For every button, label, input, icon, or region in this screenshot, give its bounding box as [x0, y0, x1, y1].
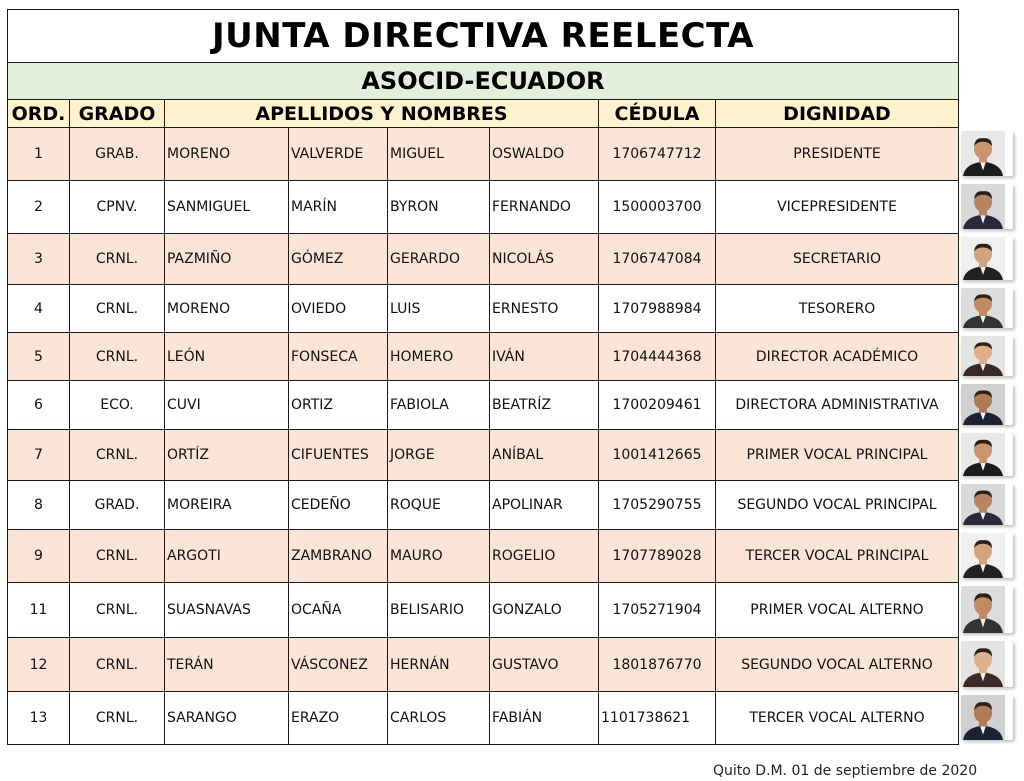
cell-grado: CRNL. [70, 583, 165, 638]
cell-dignidad: PRESIDENTE [716, 128, 959, 181]
cell-apellido-paterno: CUVI [165, 381, 289, 430]
portrait-photo [961, 695, 1013, 740]
cell-primer-nombre: MAURO [388, 530, 490, 583]
cell-apellido-paterno: ARGOTI [165, 530, 289, 583]
cell-dignidad: TESORERO [716, 285, 959, 333]
cell-segundo-nombre: BEATRÍZ [490, 381, 599, 430]
cell-ord: 13 [8, 692, 70, 745]
cell-dignidad: PRIMER VOCAL PRINCIPAL [716, 430, 959, 481]
cell-primer-nombre: BELISARIO [388, 583, 490, 638]
cell-dignidad: SECRETARIO [716, 234, 959, 285]
cell-apellido-paterno: PAZMIÑO [165, 234, 289, 285]
table-row [8, 583, 959, 638]
portrait-photo [961, 336, 1013, 376]
cell-ord: 12 [8, 638, 70, 692]
portrait-column [959, 0, 1019, 781]
cell-ord: 3 [8, 234, 70, 285]
portrait-photo [961, 586, 1013, 633]
cell-ord: 9 [8, 530, 70, 583]
cell-apellido-materno: OVIEDO [289, 285, 388, 333]
cell-ord: 1 [8, 128, 70, 181]
board-table [7, 9, 959, 745]
cell-cedula: 1801876770 [599, 638, 716, 692]
table-row [8, 530, 959, 583]
header-ord: ORD. [8, 100, 70, 128]
page-title: JUNTA DIRECTIVA REELECTA [8, 10, 959, 63]
cell-ord: 6 [8, 381, 70, 430]
table-row [8, 430, 959, 481]
cell-cedula: 1700209461 [599, 381, 716, 430]
cell-cedula: 1704444368 [599, 333, 716, 381]
cell-grado: CRNL. [70, 333, 165, 381]
cell-segundo-nombre: APOLINAR [490, 481, 599, 530]
cell-cedula: 1705271904 [599, 583, 716, 638]
portrait-photo [961, 433, 1013, 476]
header-dignidad: DIGNIDAD [716, 100, 959, 128]
cell-dignidad: TERCER VOCAL PRINCIPAL [716, 530, 959, 583]
cell-primer-nombre: FABIOLA [388, 381, 490, 430]
cell-apellido-paterno: SARANGO [165, 692, 289, 745]
cell-segundo-nombre: ERNESTO [490, 285, 599, 333]
cell-grado: CRNL. [70, 285, 165, 333]
cell-apellido-materno: FONSECA [289, 333, 388, 381]
cell-grado: CRNL. [70, 234, 165, 285]
table-row [8, 285, 959, 333]
cell-dignidad: PRIMER VOCAL ALTERNO [716, 583, 959, 638]
cell-primer-nombre: JORGE [388, 430, 490, 481]
cell-apellido-paterno: LEÓN [165, 333, 289, 381]
cell-apellido-paterno: ORTÍZ [165, 430, 289, 481]
portrait-photo [961, 288, 1013, 328]
cell-primer-nombre: ROQUE [388, 481, 490, 530]
header-cedula: CÉDULA [599, 100, 716, 128]
cell-primer-nombre: HERNÁN [388, 638, 490, 692]
cell-segundo-nombre: NICOLÁS [490, 234, 599, 285]
cell-dignidad: SEGUNDO VOCAL ALTERNO [716, 638, 959, 692]
cell-cedula: 1101738621 [599, 692, 716, 745]
page-subtitle: ASOCID-ECUADOR [8, 63, 959, 100]
cell-grado: CRNL. [70, 692, 165, 745]
footer-date: Quito D.M. 01 de septiembre de 2020 [713, 763, 978, 779]
portrait-photo [961, 533, 1013, 578]
cell-ord: 4 [8, 285, 70, 333]
cell-segundo-nombre: IVÁN [490, 333, 599, 381]
cell-cedula: 1500003700 [599, 181, 716, 234]
cell-apellido-materno: VÁSCONEZ [289, 638, 388, 692]
cell-apellido-materno: ZAMBRANO [289, 530, 388, 583]
portrait-photo [961, 237, 1013, 280]
header-apellidos: APELLIDOS Y NOMBRES [165, 100, 599, 128]
cell-apellido-materno: CIFUENTES [289, 430, 388, 481]
cell-cedula: 1707789028 [599, 530, 716, 583]
cell-cedula: 1706747084 [599, 234, 716, 285]
cell-apellido-paterno: MORENO [165, 128, 289, 181]
cell-dignidad: SEGUNDO VOCAL PRINCIPAL [716, 481, 959, 530]
cell-ord: 11 [8, 583, 70, 638]
cell-dignidad: DIRECTORA ADMINISTRATIVA [716, 381, 959, 430]
cell-cedula: 1001412665 [599, 430, 716, 481]
cell-cedula: 1705290755 [599, 481, 716, 530]
cell-apellido-materno: GÓMEZ [289, 234, 388, 285]
cell-grado: CPNV. [70, 181, 165, 234]
cell-apellido-materno: OCAÑA [289, 583, 388, 638]
cell-segundo-nombre: GONZALO [490, 583, 599, 638]
table-row [8, 692, 959, 745]
cell-apellido-paterno: SUASNAVAS [165, 583, 289, 638]
cell-grado: GRAD. [70, 481, 165, 530]
cell-dignidad: TERCER VOCAL ALTERNO [716, 692, 959, 745]
cell-apellido-paterno: TERÁN [165, 638, 289, 692]
cell-ord: 8 [8, 481, 70, 530]
cell-primer-nombre: BYRON [388, 181, 490, 234]
cell-segundo-nombre: ROGELIO [490, 530, 599, 583]
cell-cedula: 1706747712 [599, 128, 716, 181]
cell-apellido-paterno: SANMIGUEL [165, 181, 289, 234]
cell-ord: 2 [8, 181, 70, 234]
cell-segundo-nombre: FABIÁN [490, 692, 599, 745]
cell-segundo-nombre: FERNANDO [490, 181, 599, 234]
cell-segundo-nombre: GUSTAVO [490, 638, 599, 692]
table-header-row [8, 100, 959, 128]
cell-grado: GRAB. [70, 128, 165, 181]
cell-segundo-nombre: ANÍBAL [490, 430, 599, 481]
cell-primer-nombre: HOMERO [388, 333, 490, 381]
cell-apellido-paterno: MORENO [165, 285, 289, 333]
portrait-photo [961, 484, 1013, 525]
cell-apellido-materno: CEDEÑO [289, 481, 388, 530]
cell-dignidad: VICEPRESIDENTE [716, 181, 959, 234]
cell-segundo-nombre: OSWALDO [490, 128, 599, 181]
portrait-photo [961, 184, 1013, 229]
portrait-photo [961, 641, 1013, 687]
cell-dignidad: DIRECTOR ACADÉMICO [716, 333, 959, 381]
table-row [8, 181, 959, 234]
portrait-photo [961, 131, 1013, 176]
cell-primer-nombre: LUIS [388, 285, 490, 333]
table-row [8, 481, 959, 530]
table-row [8, 638, 959, 692]
table-row [8, 333, 959, 381]
cell-grado: ECO. [70, 381, 165, 430]
cell-apellido-materno: MARÍN [289, 181, 388, 234]
cell-primer-nombre: MIGUEL [388, 128, 490, 181]
cell-grado: CRNL. [70, 638, 165, 692]
table-row [8, 234, 959, 285]
cell-grado: CRNL. [70, 430, 165, 481]
cell-primer-nombre: CARLOS [388, 692, 490, 745]
cell-cedula: 1707988984 [599, 285, 716, 333]
cell-apellido-materno: ORTIZ [289, 381, 388, 430]
table-row [8, 381, 959, 430]
cell-primer-nombre: GERARDO [388, 234, 490, 285]
cell-apellido-materno: VALVERDE [289, 128, 388, 181]
table-row [8, 128, 959, 181]
cell-grado: CRNL. [70, 530, 165, 583]
portrait-photo [961, 384, 1013, 425]
header-grado: GRADO [70, 100, 165, 128]
cell-apellido-materno: ERAZO [289, 692, 388, 745]
cell-ord: 7 [8, 430, 70, 481]
cell-apellido-paterno: MOREIRA [165, 481, 289, 530]
cell-ord: 5 [8, 333, 70, 381]
